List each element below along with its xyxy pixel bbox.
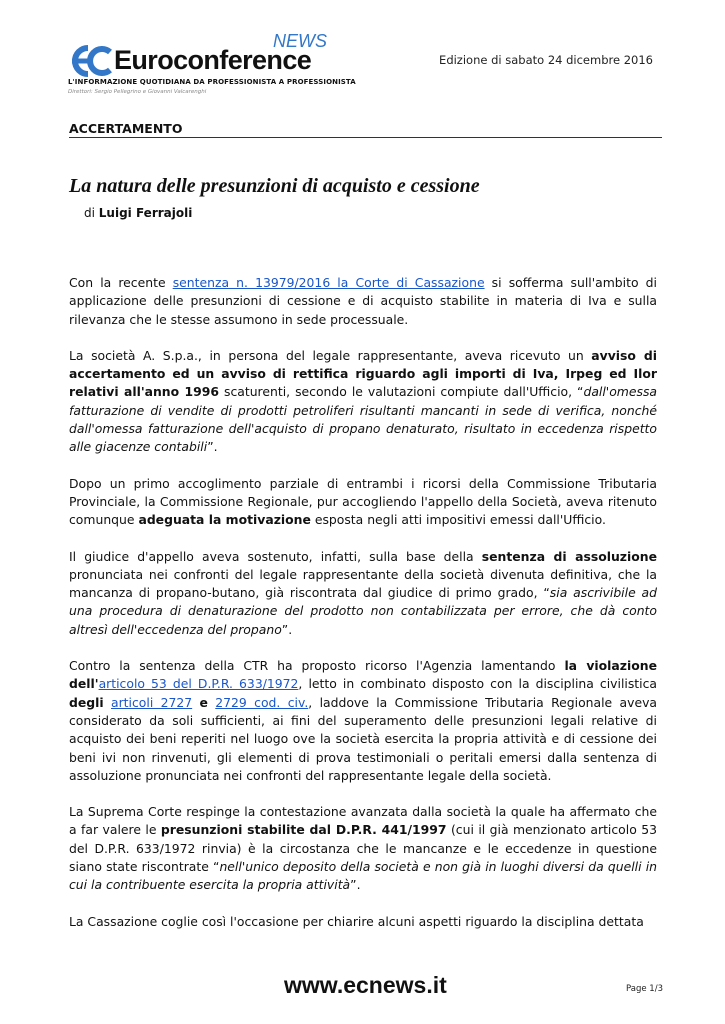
edition-date: Edizione di sabato 24 dicembre 2016 [439,53,653,67]
footer-url[interactable]: www.ecnews.it [284,972,447,998]
paragraph-2: La società A. S.p.a., in persona del legale rappresentante, aveva ricevuto un avviso di accertamento ed un avviso di rettifica riguardo agli importi di Iva, Irpeg ed Ilor relativi all'anno 1996 scaturenti, secondo le valutazioni compiute dall'Ufficio, “dall'omessa fatturazione di vendite di prodotti petroliferi risultanti mancanti in sede di verifica, nonché dall'omessa fatturazione dell'acquisto di propano denaturato, risultato in eccedenza rispetto alle giacenze contabili”. [69,347,657,455]
section-label: ACCERTAMENTO [69,121,662,138]
paragraph-4: Il giudice d'appello aveva sostenuto, infatti, sulla base della sentenza di assoluzione pronunciata nei confronti del legale rappresentante della società divenuta definitiva, che la mancanza di propano-butano, già riscontrata dal giudice di primo grado, “sia ascrivibile ad una procedura di denaturazione del prodotto non contabilizzata per errore, che dà conto altresì dell'eccedenza del propano”. [69,548,658,637]
euroconference-logo-icon [68,42,114,80]
author-name: Luigi Ferrajoli [98,206,193,220]
link-sentenza[interactable]: sentenza n. 13979/2016 la Corte di Cassazione [172,275,485,290]
byline [84,206,192,220]
link-articolo-2727[interactable]: articoli 2727 [111,694,193,710]
paragraph-7: La Cassazione coglie così l'occasione per chiarire alcuni aspetti riguardo la disciplina dettata [69,913,644,929]
article-body [69,274,657,949]
page-number: Page 1/3 [626,984,663,994]
brand-news: NEWS [273,31,327,51]
masthead [68,30,668,110]
link-articolo-2729[interactable]: 2729 cod. civ. [215,694,309,710]
link-articolo-53[interactable]: articolo 53 del D.P.R. 633/1972 [98,676,299,692]
article-title: La natura delle presunzioni di acquisto e cessione [69,175,480,197]
tagline: L'INFORMAZIONE QUOTIDIANA DA PROFESSIONISTA A PROFESSIONISTA [68,78,356,86]
paragraph-1: Con la recente sentenza n. 13979/2016 la Corte di Cassazione si sofferma sull'ambito di applicazione delle presunzioni di cessione e di acquisto stabilite in materia di Iva e sulla rilevanza che le stesse assumono in sede processuale. [69,275,657,327]
directors: Direttori: Sergio Pellegrino e Giovanni Valcarenghi [68,89,207,95]
brand-name: Euroconference [114,45,312,75]
byline-prefix: di [84,206,95,220]
paragraph-6: La Suprema Corte respinge la contestazione avanzata dalla società la quale ha affermato che a far valere le presunzioni stabilite dal D.P.R. 441/1997 (cui il già menzionato articolo 53 del D.P.R. 633/1972 rinvia) è la circostanza che le mancanze e le eccedenze in questione siano state riscontrate “nell'unico deposito della società e non già in luoghi diversi da quelli in cui la contribuente esercita la propria attività”. [69,804,657,893]
paragraph-5: Contro la sentenza della CTR ha proposto ricorso l'Agenzia lamentando la violazione dell'articolo 53 del D.P.R. 633/1972, letto in combinato disposto con la disciplina civilistica degli articoli 2727 e 2729 cod. civ., laddove la Commissione Tributaria Regionale aveva considerato da soli sufficienti, ai fini del superamento delle presunzioni legali relative di acquisto dei beni reperiti nel luogo ove la società esercita la propria attività e di cessione dei beni ivi non rinvenuti, gli elementi di prova testimoniali o peritali emersi dalla sentenza di assoluzione pronunciata nei confronti del rappresentante legale della società. [69,658,657,783]
paragraph-3: Dopo un primo accoglimento parziale di entrambi i ricorsi della Commissione Tributaria Provinciale, la Commissione Regionale, pur accogliendo l'appello della Società, aveva ritenuto comunque adeguata la motivazione esposta negli atti impositivi emessi dall'Ufficio. [69,475,657,528]
